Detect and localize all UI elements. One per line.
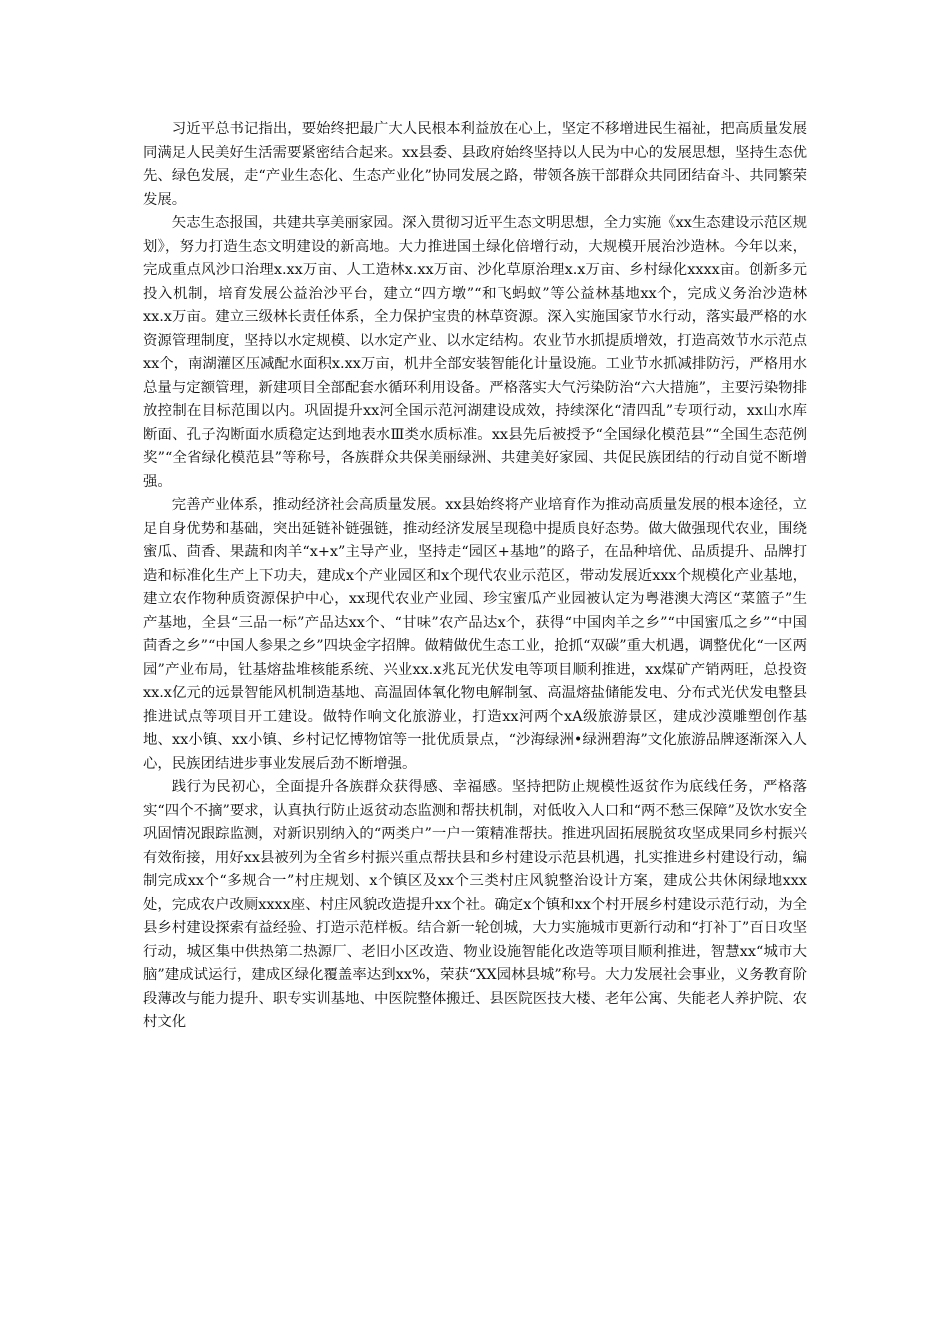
paragraph-ecology: 矢志生态报国，共建共享美丽家园。深入贯彻习近平生态文明思想，全力实施《xx生态建设示范区规划》，努力打造生态文明建设的新高地。大力推进国土绿化倍增行动，大规模开展治沙造林。今年以来，完成重点风沙口治理x.xx万亩、人工造林x.xx万亩、沙化草原治理x.x万亩、乡村绿化xxxx亩。创新多元投入机制，培育发展公益治沙平台，建立“四方墩”“和飞蚂蚁”等公益林基地xx个，完成义务治沙造林xx.x万亩。建立三级林长责任体系，全力保护宝贵的林草资源。深入实施国家节水行动，落实最严格的水资源管理制度，坚持以水定规模、以水定产业、以水定结构。农业节水抓提质增效，打造高效节水示范点xx个，南湖灌区压减配水面积x.xx万亩，机井全部安装智能化计量设施。工业节水抓减排防污，严格用水总量与定额管理，新建项目全部配套水循环利用设备。严格落实大气污染防治“六大措施”，主要污染物排放控制在目标范围以内。巩固提升xx河全国示范河湖建设成效，持续深化“清四乱”专项行动，xx山水库断面、孔子沟断面水质稳定达到地表水Ⅲ类水质标准。xx县先后被授予“全国绿化模范县”“全国生态范例奖”“全省绿化模范县”等称号，各族群众共保美丽绿洲、共建美好家园、共促民族团结的行动自觉不断增强。 [143, 215, 807, 490]
paragraph-intro: 习近平总书记指出，要始终把最广大人民根本利益放在心上，坚定不移增进民生福祉，把高质量发展同满足人民美好生活需要紧密结合起来。xx县委、县政府始终坚持以人民为中心的发展思想，坚持生态优先、绿色发展，走“产业生态化、生态产业化”协同发展之路，带领各族干部群众共同团结奋斗、共同繁荣发展。 [143, 121, 807, 208]
paragraph-livelihood: 践行为民初心，全面提升各族群众获得感、幸福感。坚持把防止规模性返贫作为底线任务，严格落实“四个不摘”要求，认真执行防止返贫动态监测和帮扶机制，对低收入人口和“两不愁三保障”及饮水安全巩固情况跟踪监测，对新识别纳入的“两类户”一户一策精准帮扶。推进巩固拓展脱贫攻坚成果同乡村振兴有效衔接，用好xx县被列为全省乡村振兴重点帮扶县和乡村建设示范县机遇，扎实推进乡村建设行动，编制完成xx个“多规合一”村庄规划、x个镇区及xx个三类村庄风貌整治设计方案，建成公共休闲绿地xxx处，完成农户改厕xxxx座、村庄风貌改造提升xx个社。确定x个镇和xx个村开展乡村建设示范行动，为全县乡村建设探索有益经验、打造示范样板。结合新一轮创城，大力实施城市更新行动和“打补丁”百日攻坚行动，城区集中供热第二热源厂、老旧小区改造、物业设施智能化改造等项目顺利推进，智慧xx“城市大脑”建成试运行，建成区绿化覆盖率达到xx%，荣获“XX园林县城”称号。大力发展社会事业，义务教育阶段薄改与能力提升、职专实训基地、中医院整体搬迁、县医院医技大楼、老年公寓、失能老人养护院、农村文化 [143, 779, 807, 1030]
paragraph-industry: 完善产业体系，推动经济社会高质量发展。xx县始终将产业培育作为推动高质量发展的根本途径，立足自身优势和基础，突出延链补链强链，推动经济发展呈现稳中提质良好态势。做大做强现代农业，围绕蜜瓜、茴香、果蔬和肉羊“x+x”主导产业，坚持走“园区+基地”的路子，在品种培优、品质提升、品牌打造和标准化生产上下功夫，建成x个产业园区和x个现代农业示范区，带动发展近xxx个规模化产业基地，建立农作物种质资源保护中心，xx现代农业产业园、珍宝蜜瓜产业园被认定为粤港澳大湾区“菜篮子”生产基地，全县“三品一标”产品达xx个、“甘味”农产品达x个，获得“中国肉羊之乡”“中国蜜瓜之乡”“中国茴香之乡”“中国人参果之乡”四块金字招牌。做精做优生态工业，抢抓“双碳”重大机遇，调整优化“一区两园”产业布局，钍基熔盐堆核能系统、兴业xx.x兆瓦光伏发电等项目顺利推进，xx煤矿产销两旺，总投资xx.x亿元的远景智能风机制造基地、高温固体氧化物电解制氢、高温熔盐储能发电、分布式光伏发电整县推进试点等项目开工建设。做特作响文化旅游业，打造xx河两个xA级旅游景区，建成沙漠雕塑创作基地、xx小镇、xx小镇、乡村记忆博物馆等一批优质景点，“沙海绿洲•绿洲碧海”文化旅游品牌逐渐深入人心，民族团结进步事业发展后劲不断增强。 [143, 497, 807, 772]
document-body [143, 118, 807, 1035]
